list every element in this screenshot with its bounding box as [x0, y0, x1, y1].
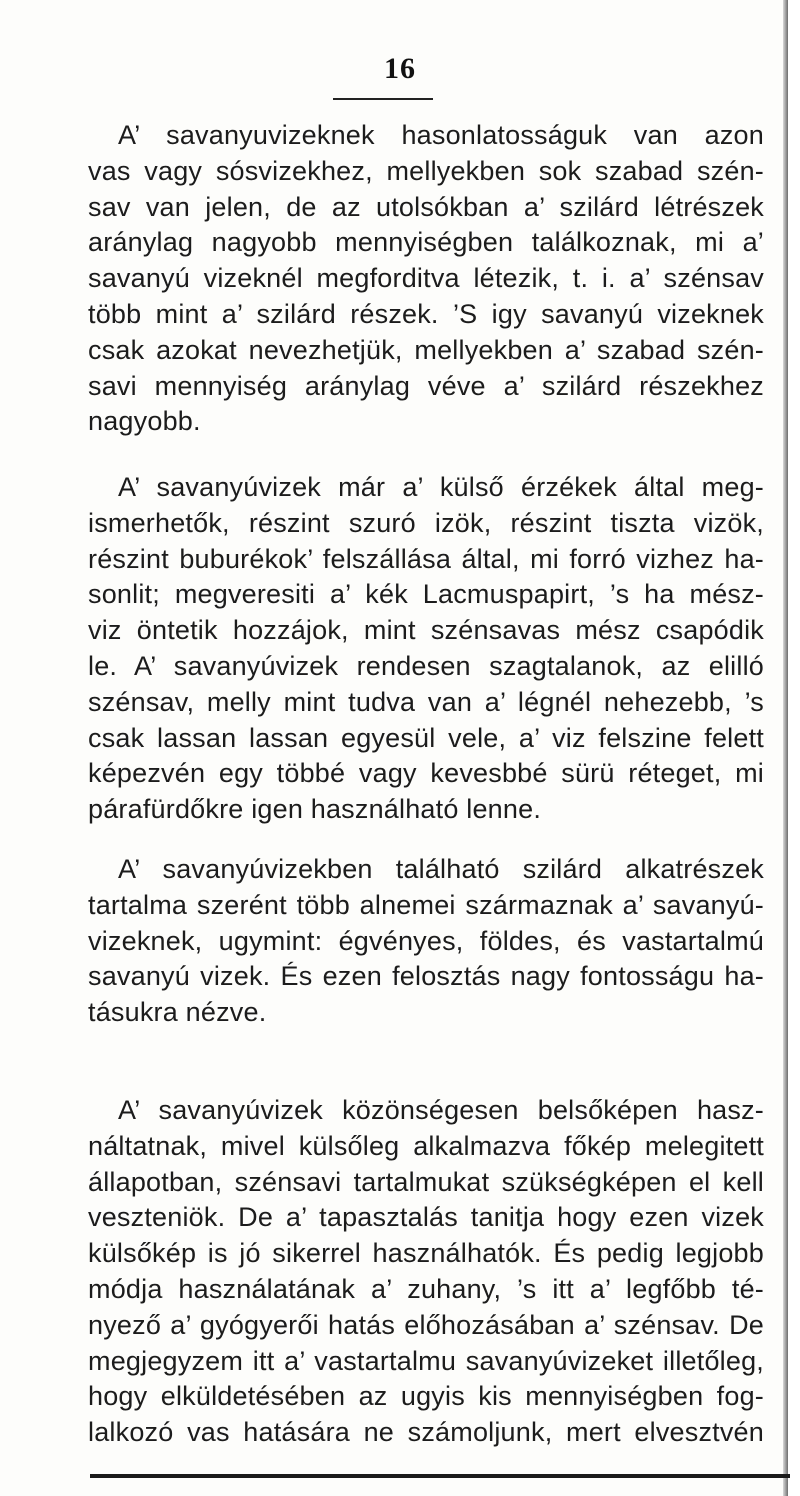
page-margin [788, 0, 800, 1496]
text-line: több mint a’ szilárd részek. ’S igy savanyú vizeknek [88, 298, 764, 329]
text-line: hogy elküldetésében az ugyis kis mennyiségben fog- [88, 1381, 764, 1412]
text-line: nagyobb. [88, 406, 201, 437]
text-line: külsőkép is jó sikerrel használhatók. És pedig legjobb [88, 1238, 764, 1269]
text-line: csak azokat nevezhetjük, mellyekben a’ szabad szén- [88, 334, 764, 365]
text-line: vas vagy sósvizekhez, mellyekben sok szabad szén- [88, 155, 764, 186]
page-number: 16 [384, 52, 416, 85]
text-line: tartalma szerént több alnemei származnak a’ savanyú- [88, 889, 764, 920]
text-line: savanyú vizeknél megforditva létezik, t. i. a’ szénsav [88, 263, 764, 294]
text-line: képezvén egy többé vagy kevesbbé sürü réteget, mi [88, 758, 764, 789]
text-line: A’ savanyúvizek már a’ külső érzékek által meg- [118, 472, 764, 502]
text-line: szénsav, melly mint tudva van a’ légnél nehezebb, ’s [88, 686, 764, 717]
text-line: lalkozó vas hatására ne számoljunk, mert elvesztvén [88, 1417, 764, 1448]
text-line: náltatnak, mivel külsőleg alkalmazva főkép melegitett [88, 1130, 764, 1161]
text-line: részint buburékok’ felszállása által, mi forró vizhez ha- [88, 543, 764, 574]
text-line: aránylag nagyobb mennyiségben találkoznak, mi a’ [88, 227, 764, 258]
text-line: savanyú vizek. És ezen felosztás nagy fontosságu ha- [88, 961, 764, 992]
text-line: állapotban, szénsavi tartalmukat szükségképen el kell [88, 1166, 764, 1197]
text-line: viz öntetik hozzájok, mint szénsavas mész csapódik [88, 615, 764, 646]
text-line: savi mennyiség aránylag véve a’ szilárd részekhez [88, 370, 764, 401]
text-line: sav van jelen, de az utolsókban a’ szilárd létrészek [88, 191, 764, 222]
text-line: A’ savanyúvizekben található szilárd alkatrészek [118, 854, 764, 884]
text-line: vizeknek, ugymint: égvényes, földes, és vastartalmú [88, 925, 764, 956]
text-line: A’ savanyuvizeknek hasonlatosságuk van azon [118, 120, 764, 150]
bottom-edge-line [90, 1474, 790, 1478]
text-line: párafürdőkre igen használható lenne. [88, 794, 542, 825]
text-line: nyező a’ gyógyerői hatás előhozásában a’ szénsav. De [88, 1309, 764, 1340]
text-line: megjegyzem itt a’ vastartalmu savanyúvizeket illetőleg, [88, 1345, 764, 1376]
header-rule [333, 98, 433, 100]
text-line: le. A’ savanyúvizek rendesen szagtalanok, az elilló [88, 650, 764, 681]
text-line: sonlit; megveresiti a’ kék Lacmuspapirt, ’s ha mész- [88, 579, 764, 610]
text-line: A’ savanyúvizek közönségesen belsőképen hasz- [118, 1095, 764, 1125]
paragraph-4 [88, 1093, 764, 1451]
text-line: tásukra nézve. [88, 997, 267, 1028]
text-line: veszteniök. De a’ tapasztalás tanitja hogy ezen vizek [88, 1202, 764, 1233]
paragraph-3 [88, 852, 764, 1031]
text-line: módja használatának a’ zuhany, ’s itt a’ legfőbb té- [88, 1273, 764, 1304]
paragraph-1 [88, 118, 764, 440]
text-line: ismerhetők, részint szuró izök, részint tiszta vizök, [88, 507, 764, 538]
paragraph-2 [88, 470, 764, 828]
text-line: csak lassan lassan egyesül vele, a’ viz felszine felett [88, 722, 764, 753]
